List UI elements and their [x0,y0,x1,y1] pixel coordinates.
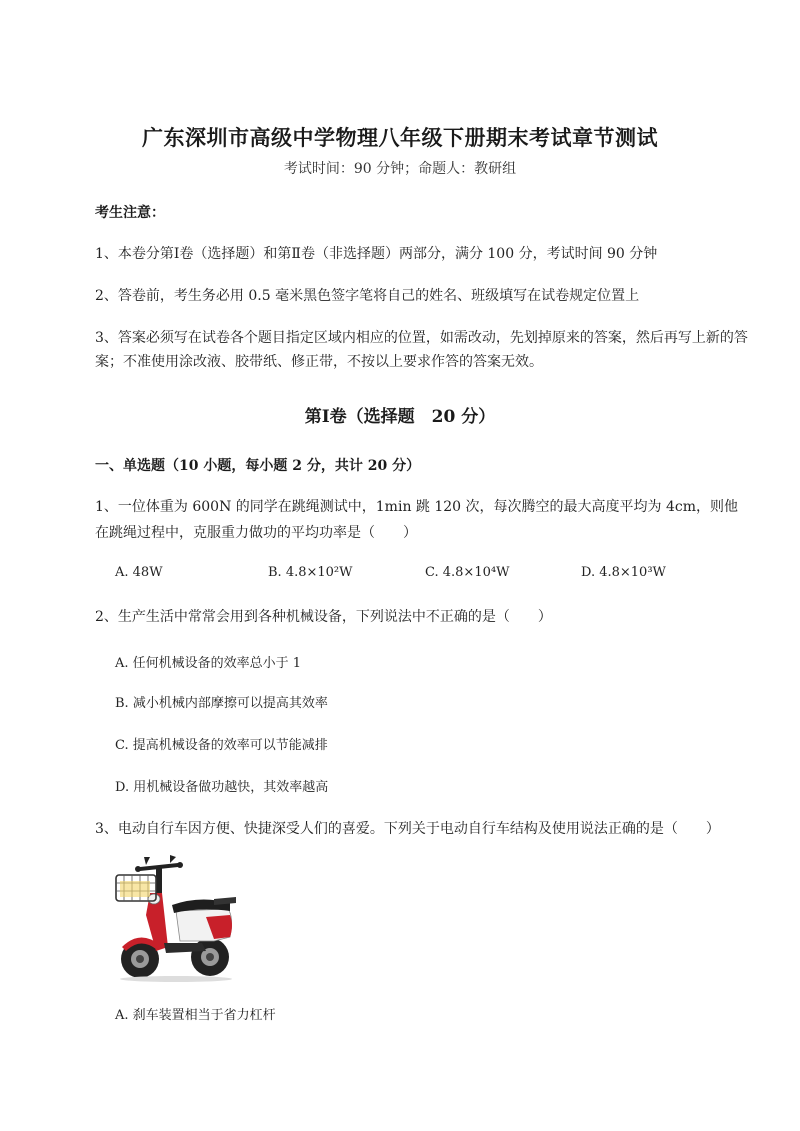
question-1-option-c: C. 4.8×10⁴W [425,565,510,580]
question-1-option-a: A. 48W [115,565,163,580]
question-2-option-a: A. 任何机械设备的效率总小于 1 [115,656,302,671]
question-3-option-a: A. 刹车装置相当于省力杠杆 [115,1008,276,1023]
electric-bike-image [110,855,240,985]
exam-subtitle: 考试时间：90 分钟；命题人：教研组 [283,161,517,177]
notice-item-2: 2、答卷前，考生务必用 0.5 毫米黑色签字笔将自己的姓名、班级填写在试卷规定位置上 [95,288,640,304]
notice-heading: 考生注意： [95,205,165,221]
question-2-stem: 2、生产生活中常常会用到各种机械设备，下列说法中不正确的是（ ） [95,609,552,625]
section-title: 第Ⅰ卷（选择题 20 分） [304,407,496,427]
notice-item-1: 1、本卷分第Ⅰ卷（选择题）和第Ⅱ卷（非选择题）两部分，满分 100 分，考试时间 90 分钟 [95,246,658,262]
question-2-option-c: C. 提高机械设备的效率可以节能减排 [115,738,328,753]
question-3-stem: 3、电动自行车因方便、快捷深受人们的喜爱。下列关于电动自行车结构及使用说法正确的是（ ） [95,821,720,837]
question-2-option-d: D. 用机械设备做功越快，其效率越高 [115,780,329,795]
part-heading: 一、单选题（10 小题，每小题 2 分，共计 20 分） [95,458,421,474]
question-1-option-b: B. 4.8×10²W [268,565,353,580]
question-2-option-b: B. 减小机械内部摩擦可以提高其效率 [115,696,328,711]
question-1-stem: 1、一位体重为 600N 的同学在跳绳测试中，1min 跳 120 次，每次腾空的最大高度平均为 4cm，则他在跳绳过程中，克服重力做功的平均功率是（ ） [95,499,738,541]
exam-title: 广东深圳市高级中学物理八年级下册期末考试章节测试 [142,125,658,150]
question-1-option-d: D. 4.8×10³W [581,565,666,580]
notice-item-3: 3、答案必须写在试卷各个题目指定区域内相应的位置，如需改动，先划掉原来的答案，然后再写上新的答案；不准使用涂改液、胶带纸、修正带，不按以上要求作答的答案无效。 [95,330,748,370]
